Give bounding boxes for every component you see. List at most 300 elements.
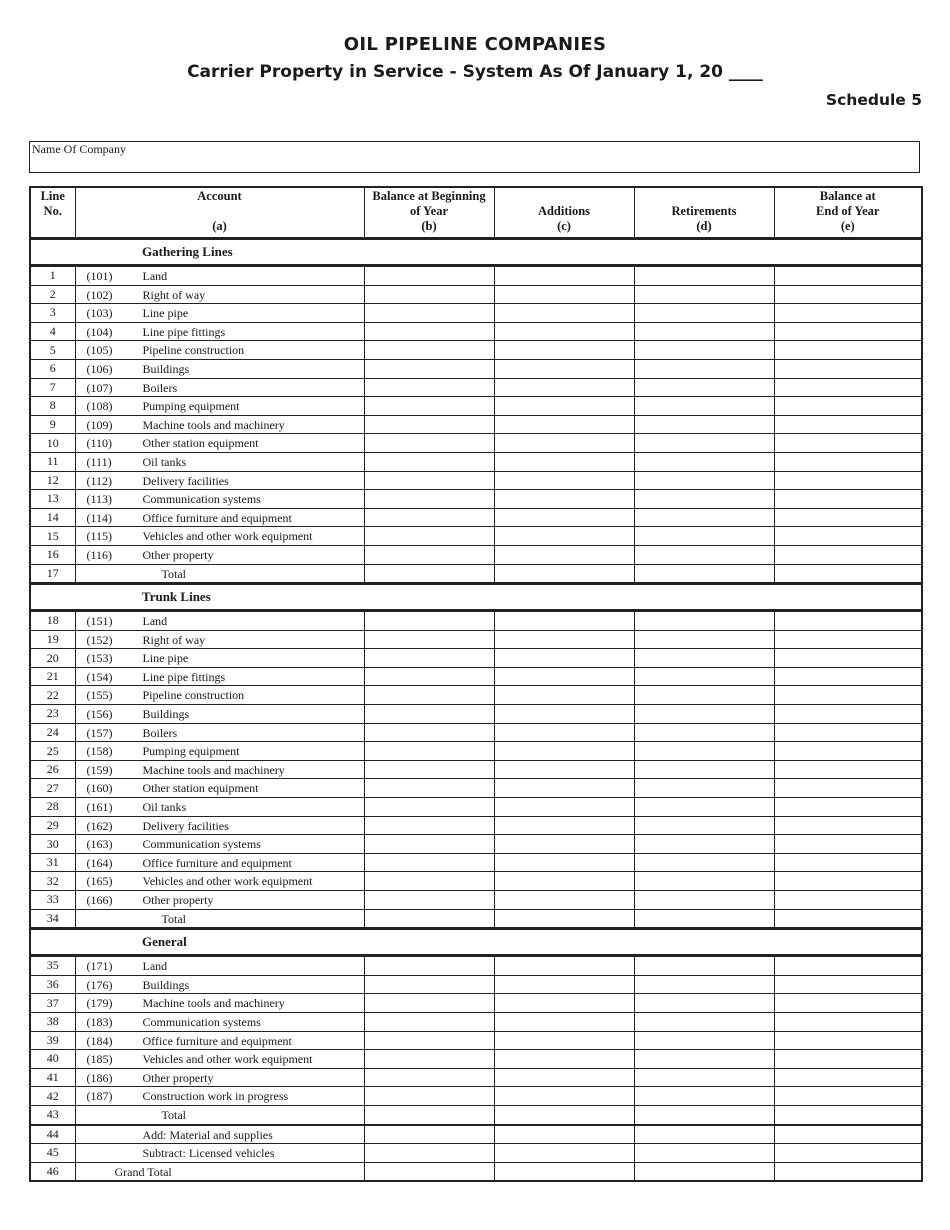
col-header-retirements-text: Retirements xyxy=(671,204,737,218)
amount-cell-balance-begin[interactable] xyxy=(364,909,494,929)
account-description: Line pipe xyxy=(142,306,189,321)
table-row xyxy=(30,397,922,416)
section-header-row xyxy=(30,584,922,611)
account-cell xyxy=(75,545,364,564)
amount-cell-additions[interactable] xyxy=(494,359,634,378)
account-description: Vehicles and other work equipment xyxy=(142,1052,313,1067)
amount-cell-balance-begin[interactable] xyxy=(364,630,494,649)
account-cell xyxy=(75,649,364,668)
amount-cell-balance-end[interactable] xyxy=(774,853,922,872)
col-header-line-no-text: Line No. xyxy=(40,189,65,218)
amount-cell-additions[interactable] xyxy=(494,527,634,546)
col-header-additions-letter: (c) xyxy=(557,219,571,233)
amount-cell-additions[interactable] xyxy=(494,630,634,649)
amount-cell-additions[interactable] xyxy=(494,452,634,471)
amount-cell-additions[interactable] xyxy=(494,798,634,817)
account-description: Pumping equipment xyxy=(142,744,240,759)
amount-cell-retirements[interactable] xyxy=(634,1162,774,1181)
amount-cell-retirements[interactable] xyxy=(634,304,774,323)
amount-cell-balance-end[interactable] xyxy=(774,378,922,397)
amount-cell-balance-begin[interactable] xyxy=(364,891,494,910)
amount-cell-balance-begin[interactable] xyxy=(364,667,494,686)
amount-cell-balance-end[interactable] xyxy=(774,835,922,854)
amount-cell-retirements[interactable] xyxy=(634,723,774,742)
amount-cell-additions[interactable] xyxy=(494,891,634,910)
line-number: 15 xyxy=(30,527,75,546)
amount-cell-retirements[interactable] xyxy=(634,508,774,527)
amount-cell-additions[interactable] xyxy=(494,1012,634,1031)
amount-cell-retirements[interactable] xyxy=(634,816,774,835)
account-code: (161) xyxy=(86,800,113,815)
account-cell xyxy=(75,341,364,360)
line-number: 41 xyxy=(30,1068,75,1087)
amount-cell-balance-end[interactable] xyxy=(774,471,922,490)
amount-cell-balance-end[interactable] xyxy=(774,994,922,1013)
col-header-additions xyxy=(494,187,634,239)
form-title: OIL PIPELINE COMPANIES xyxy=(343,34,607,55)
amount-cell-balance-end[interactable] xyxy=(774,564,922,584)
account-code: (102) xyxy=(86,287,113,302)
adjustment-row xyxy=(30,1125,922,1144)
account-code: (185) xyxy=(86,1052,113,1067)
table-row xyxy=(30,1050,922,1069)
amount-cell-balance-begin[interactable] xyxy=(364,1105,494,1124)
amount-cell-additions[interactable] xyxy=(494,667,634,686)
table-row xyxy=(30,415,922,434)
account-description: Office furniture and equipment xyxy=(142,510,292,525)
amount-cell-balance-begin[interactable] xyxy=(364,760,494,779)
account-code: (157) xyxy=(86,725,113,740)
amount-cell-balance-end[interactable] xyxy=(774,909,922,929)
amount-cell-balance-begin[interactable] xyxy=(364,723,494,742)
amount-cell-balance-begin[interactable] xyxy=(364,415,494,434)
amount-cell-additions[interactable] xyxy=(494,378,634,397)
company-name-label: Name Of Company xyxy=(32,142,126,156)
account-code: (103) xyxy=(86,306,113,321)
amount-cell-additions[interactable] xyxy=(494,564,634,584)
account-cell xyxy=(75,853,364,872)
table-row xyxy=(30,611,922,631)
table-row xyxy=(30,434,922,453)
amount-cell-balance-begin[interactable] xyxy=(364,1087,494,1106)
amount-cell-additions[interactable] xyxy=(494,490,634,509)
amount-cell-balance-end[interactable] xyxy=(774,285,922,304)
amount-cell-additions[interactable] xyxy=(494,1050,634,1069)
amount-cell-retirements[interactable] xyxy=(634,1031,774,1050)
amount-cell-retirements[interactable] xyxy=(634,760,774,779)
amount-cell-balance-end[interactable] xyxy=(774,322,922,341)
amount-cell-retirements[interactable] xyxy=(634,611,774,631)
table-row xyxy=(30,891,922,910)
amount-cell-retirements[interactable] xyxy=(634,705,774,724)
account-cell xyxy=(75,266,364,286)
amount-cell-balance-end[interactable] xyxy=(774,1087,922,1106)
amount-cell-additions[interactable] xyxy=(494,1144,634,1163)
company-name-field[interactable] xyxy=(29,141,920,173)
account-code: (166) xyxy=(86,893,113,907)
amount-cell-retirements[interactable] xyxy=(634,1144,774,1163)
line-number: 12 xyxy=(30,471,75,490)
amount-cell-retirements[interactable] xyxy=(634,686,774,705)
table-row xyxy=(30,853,922,872)
account-description: Other station equipment xyxy=(142,436,259,451)
amount-cell-balance-begin[interactable] xyxy=(364,816,494,835)
amount-cell-balance-begin[interactable] xyxy=(364,975,494,994)
amount-cell-balance-end[interactable] xyxy=(774,1068,922,1087)
amount-cell-balance-end[interactable] xyxy=(774,508,922,527)
section-title: Trunk Lines xyxy=(30,584,922,611)
account-cell xyxy=(75,1031,364,1050)
account-cell xyxy=(75,285,364,304)
account-cell xyxy=(75,508,364,527)
amount-cell-additions[interactable] xyxy=(494,723,634,742)
table-row xyxy=(30,341,922,360)
table-row xyxy=(30,686,922,705)
amount-cell-additions[interactable] xyxy=(494,705,634,724)
account-description: Machine tools and machinery xyxy=(142,417,285,432)
line-number: 32 xyxy=(30,872,75,891)
line-number: 34 xyxy=(30,909,75,929)
amount-cell-additions[interactable] xyxy=(494,853,634,872)
amount-cell-retirements[interactable] xyxy=(634,779,774,798)
amount-cell-retirements[interactable] xyxy=(634,1012,774,1031)
amount-cell-balance-begin[interactable] xyxy=(364,1012,494,1031)
amount-cell-balance-begin[interactable] xyxy=(364,779,494,798)
amount-cell-balance-end[interactable] xyxy=(774,816,922,835)
amount-cell-balance-begin[interactable] xyxy=(364,508,494,527)
amount-cell-balance-begin[interactable] xyxy=(364,341,494,360)
amount-cell-balance-end[interactable] xyxy=(774,956,922,976)
amount-cell-balance-begin[interactable] xyxy=(364,285,494,304)
amount-cell-additions[interactable] xyxy=(494,285,634,304)
line-number: 25 xyxy=(30,742,75,761)
amount-cell-retirements[interactable] xyxy=(634,742,774,761)
amount-cell-retirements[interactable] xyxy=(634,956,774,976)
amount-cell-balance-begin[interactable] xyxy=(364,1144,494,1163)
account-description: Land xyxy=(142,614,168,629)
account-cell xyxy=(75,1087,364,1106)
amount-cell-balance-begin[interactable] xyxy=(364,686,494,705)
account-description: Machine tools and machinery xyxy=(142,762,285,777)
amount-cell-retirements[interactable] xyxy=(634,471,774,490)
form-subtitle: Carrier Property in Service - System As Of January 1, 20 ____ xyxy=(187,62,763,82)
amount-cell-balance-begin[interactable] xyxy=(364,452,494,471)
amount-cell-retirements[interactable] xyxy=(634,994,774,1013)
amount-cell-retirements[interactable] xyxy=(634,909,774,929)
account-code: (113) xyxy=(86,492,113,507)
amount-cell-balance-end[interactable] xyxy=(774,527,922,546)
account-cell xyxy=(75,1068,364,1087)
amount-cell-balance-end[interactable] xyxy=(774,545,922,564)
amount-cell-additions[interactable] xyxy=(494,1105,634,1124)
account-code: (152) xyxy=(86,632,113,647)
amount-cell-additions[interactable] xyxy=(494,909,634,929)
amount-cell-balance-end[interactable] xyxy=(774,1050,922,1069)
amount-cell-balance-begin[interactable] xyxy=(364,1068,494,1087)
account-cell xyxy=(75,452,364,471)
amount-cell-additions[interactable] xyxy=(494,835,634,854)
amount-cell-additions[interactable] xyxy=(494,415,634,434)
amount-cell-retirements[interactable] xyxy=(634,630,774,649)
amount-cell-balance-end[interactable] xyxy=(774,304,922,323)
account-description: Vehicles and other work equipment xyxy=(142,874,313,889)
amount-cell-additions[interactable] xyxy=(494,266,634,286)
account-code: (107) xyxy=(86,380,113,395)
amount-cell-balance-begin[interactable] xyxy=(364,471,494,490)
amount-cell-retirements[interactable] xyxy=(634,341,774,360)
account-code: (155) xyxy=(86,688,113,703)
account-code: (154) xyxy=(86,669,113,684)
amount-cell-additions[interactable] xyxy=(494,686,634,705)
amount-cell-additions[interactable] xyxy=(494,872,634,891)
account-description: Office furniture and equipment xyxy=(142,1033,292,1048)
account-code: (183) xyxy=(86,1014,113,1029)
amount-cell-retirements[interactable] xyxy=(634,835,774,854)
amount-cell-additions[interactable] xyxy=(494,1162,634,1181)
account-code: (151) xyxy=(86,614,113,629)
amount-cell-additions[interactable] xyxy=(494,545,634,564)
table-row xyxy=(30,1012,922,1031)
amount-cell-retirements[interactable] xyxy=(634,1087,774,1106)
table-row xyxy=(30,452,922,471)
account-description: Pipeline construction xyxy=(142,343,245,358)
amount-cell-retirements[interactable] xyxy=(634,452,774,471)
amount-cell-retirements[interactable] xyxy=(634,853,774,872)
account-code: (108) xyxy=(86,399,113,414)
amount-cell-additions[interactable] xyxy=(494,975,634,994)
account-cell xyxy=(75,527,364,546)
amount-cell-balance-begin[interactable] xyxy=(364,304,494,323)
table-row xyxy=(30,742,922,761)
account-cell xyxy=(75,359,364,378)
amount-cell-balance-end[interactable] xyxy=(774,1031,922,1050)
col-header-balance-begin-text: Balance at Beginning of Year xyxy=(372,189,486,218)
line-number: 9 xyxy=(30,415,75,434)
amount-cell-additions[interactable] xyxy=(494,816,634,835)
account-description: Vehicles and other work equipment xyxy=(142,529,313,544)
account-code: (106) xyxy=(86,361,113,376)
account-code: (156) xyxy=(86,707,113,722)
amount-cell-balance-end[interactable] xyxy=(774,1105,922,1124)
amount-cell-balance-begin[interactable] xyxy=(364,1162,494,1181)
account-description: Construction work in progress xyxy=(142,1089,289,1104)
amount-cell-balance-end[interactable] xyxy=(774,1125,922,1144)
amount-cell-retirements[interactable] xyxy=(634,434,774,453)
account-cell xyxy=(75,564,364,584)
amount-cell-retirements[interactable] xyxy=(634,872,774,891)
amount-cell-balance-begin[interactable] xyxy=(364,1125,494,1144)
amount-cell-balance-begin[interactable] xyxy=(364,994,494,1013)
amount-cell-balance-begin[interactable] xyxy=(364,742,494,761)
amount-cell-retirements[interactable] xyxy=(634,285,774,304)
amount-cell-balance-begin[interactable] xyxy=(364,378,494,397)
amount-cell-balance-begin[interactable] xyxy=(364,872,494,891)
amount-cell-balance-begin[interactable] xyxy=(364,1031,494,1050)
amount-cell-balance-end[interactable] xyxy=(774,359,922,378)
amount-cell-balance-end[interactable] xyxy=(774,760,922,779)
amount-cell-balance-begin[interactable] xyxy=(364,705,494,724)
amount-cell-retirements[interactable] xyxy=(634,1105,774,1124)
amount-cell-balance-begin[interactable] xyxy=(364,649,494,668)
amount-cell-retirements[interactable] xyxy=(634,564,774,584)
amount-cell-balance-end[interactable] xyxy=(774,630,922,649)
account-cell xyxy=(75,630,364,649)
amount-cell-balance-end[interactable] xyxy=(774,452,922,471)
amount-cell-balance-end[interactable] xyxy=(774,1012,922,1031)
table-row xyxy=(30,545,922,564)
account-code: (111) xyxy=(86,454,112,469)
line-number: 45 xyxy=(30,1144,75,1163)
amount-cell-additions[interactable] xyxy=(494,760,634,779)
amount-cell-additions[interactable] xyxy=(494,434,634,453)
amount-cell-retirements[interactable] xyxy=(634,891,774,910)
amount-cell-balance-end[interactable] xyxy=(774,779,922,798)
amount-cell-additions[interactable] xyxy=(494,304,634,323)
amount-cell-balance-end[interactable] xyxy=(774,397,922,416)
amount-cell-retirements[interactable] xyxy=(634,397,774,416)
amount-cell-balance-end[interactable] xyxy=(774,667,922,686)
amount-cell-retirements[interactable] xyxy=(634,798,774,817)
total-row xyxy=(30,564,922,584)
amount-cell-balance-begin[interactable] xyxy=(364,266,494,286)
account-code: (112) xyxy=(86,473,113,488)
account-code: (115) xyxy=(86,529,113,544)
amount-cell-retirements[interactable] xyxy=(634,322,774,341)
table-row xyxy=(30,835,922,854)
amount-cell-balance-end[interactable] xyxy=(774,891,922,910)
amount-cell-balance-begin[interactable] xyxy=(364,798,494,817)
account-description: Other property xyxy=(142,547,214,562)
amount-cell-balance-end[interactable] xyxy=(774,341,922,360)
amount-cell-balance-begin[interactable] xyxy=(364,545,494,564)
amount-cell-balance-end[interactable] xyxy=(774,490,922,509)
amount-cell-balance-end[interactable] xyxy=(774,1144,922,1163)
amount-cell-balance-begin[interactable] xyxy=(364,564,494,584)
amount-cell-retirements[interactable] xyxy=(634,975,774,994)
account-code: (109) xyxy=(86,417,113,432)
table-row xyxy=(30,649,922,668)
table-row xyxy=(30,630,922,649)
amount-cell-additions[interactable] xyxy=(494,508,634,527)
amount-cell-additions[interactable] xyxy=(494,611,634,631)
amount-cell-retirements[interactable] xyxy=(634,359,774,378)
amount-cell-additions[interactable] xyxy=(494,397,634,416)
amount-cell-balance-end[interactable] xyxy=(774,872,922,891)
amount-cell-additions[interactable] xyxy=(494,322,634,341)
account-cell xyxy=(75,909,364,929)
amount-cell-balance-end[interactable] xyxy=(774,686,922,705)
amount-cell-additions[interactable] xyxy=(494,779,634,798)
amount-cell-balance-begin[interactable] xyxy=(364,359,494,378)
line-number: 26 xyxy=(30,760,75,779)
amount-cell-balance-begin[interactable] xyxy=(364,490,494,509)
account-description: Right of way xyxy=(142,632,206,647)
amount-cell-balance-end[interactable] xyxy=(774,1162,922,1181)
amount-cell-balance-end[interactable] xyxy=(774,266,922,286)
amount-cell-retirements[interactable] xyxy=(634,545,774,564)
line-number: 21 xyxy=(30,667,75,686)
schedule-label: Schedule 5 xyxy=(825,91,922,109)
account-description: Buildings xyxy=(142,977,190,992)
amount-cell-retirements[interactable] xyxy=(634,667,774,686)
amount-cell-additions[interactable] xyxy=(494,994,634,1013)
amount-cell-balance-end[interactable] xyxy=(774,415,922,434)
account-description: Line pipe fittings xyxy=(142,669,226,684)
account-cell xyxy=(75,378,364,397)
amount-cell-balance-end[interactable] xyxy=(774,742,922,761)
line-number: 46 xyxy=(30,1162,75,1181)
amount-cell-retirements[interactable] xyxy=(634,266,774,286)
amount-cell-balance-begin[interactable] xyxy=(364,434,494,453)
account-cell xyxy=(75,760,364,779)
amount-cell-balance-begin[interactable] xyxy=(364,956,494,976)
account-code: (153) xyxy=(86,651,113,666)
table-row xyxy=(30,378,922,397)
amount-cell-retirements[interactable] xyxy=(634,527,774,546)
amount-cell-retirements[interactable] xyxy=(634,649,774,668)
amount-cell-retirements[interactable] xyxy=(634,1125,774,1144)
amount-cell-retirements[interactable] xyxy=(634,490,774,509)
amount-cell-balance-end[interactable] xyxy=(774,434,922,453)
amount-cell-additions[interactable] xyxy=(494,1125,634,1144)
table-row xyxy=(30,285,922,304)
account-code: (163) xyxy=(86,837,113,852)
adjustment-row xyxy=(30,1144,922,1163)
amount-cell-retirements[interactable] xyxy=(634,378,774,397)
account-description: Oil tanks xyxy=(142,454,187,469)
amount-cell-balance-end[interactable] xyxy=(774,798,922,817)
line-number: 33 xyxy=(30,891,75,910)
amount-cell-balance-end[interactable] xyxy=(774,723,922,742)
account-cell xyxy=(75,1125,364,1144)
amount-cell-retirements[interactable] xyxy=(634,1068,774,1087)
amount-cell-additions[interactable] xyxy=(494,956,634,976)
amount-cell-balance-begin[interactable] xyxy=(364,322,494,341)
amount-cell-additions[interactable] xyxy=(494,341,634,360)
line-number: 1 xyxy=(30,266,75,286)
line-number: 10 xyxy=(30,434,75,453)
amount-cell-additions[interactable] xyxy=(494,742,634,761)
account-cell xyxy=(75,956,364,976)
amount-cell-balance-end[interactable] xyxy=(774,611,922,631)
account-cell xyxy=(75,1050,364,1069)
account-code: (104) xyxy=(86,324,113,339)
line-number: 5 xyxy=(30,341,75,360)
amount-cell-balance-begin[interactable] xyxy=(364,611,494,631)
amount-cell-additions[interactable] xyxy=(494,1031,634,1050)
col-header-balance-begin-letter: (b) xyxy=(421,219,437,233)
amount-cell-additions[interactable] xyxy=(494,649,634,668)
amount-cell-balance-end[interactable] xyxy=(774,705,922,724)
amount-cell-balance-begin[interactable] xyxy=(364,1050,494,1069)
amount-cell-balance-end[interactable] xyxy=(774,975,922,994)
amount-cell-balance-begin[interactable] xyxy=(364,527,494,546)
amount-cell-balance-end[interactable] xyxy=(774,649,922,668)
section-title: General xyxy=(30,929,922,956)
amount-cell-additions[interactable] xyxy=(494,1087,634,1106)
amount-cell-balance-begin[interactable] xyxy=(364,853,494,872)
amount-cell-additions[interactable] xyxy=(494,471,634,490)
amount-cell-retirements[interactable] xyxy=(634,1050,774,1069)
line-number: 28 xyxy=(30,798,75,817)
amount-cell-balance-begin[interactable] xyxy=(364,397,494,416)
amount-cell-balance-begin[interactable] xyxy=(364,835,494,854)
line-number: 8 xyxy=(30,397,75,416)
amount-cell-retirements[interactable] xyxy=(634,415,774,434)
amount-cell-additions[interactable] xyxy=(494,1068,634,1087)
line-number: 39 xyxy=(30,1031,75,1050)
table-row xyxy=(30,994,922,1013)
